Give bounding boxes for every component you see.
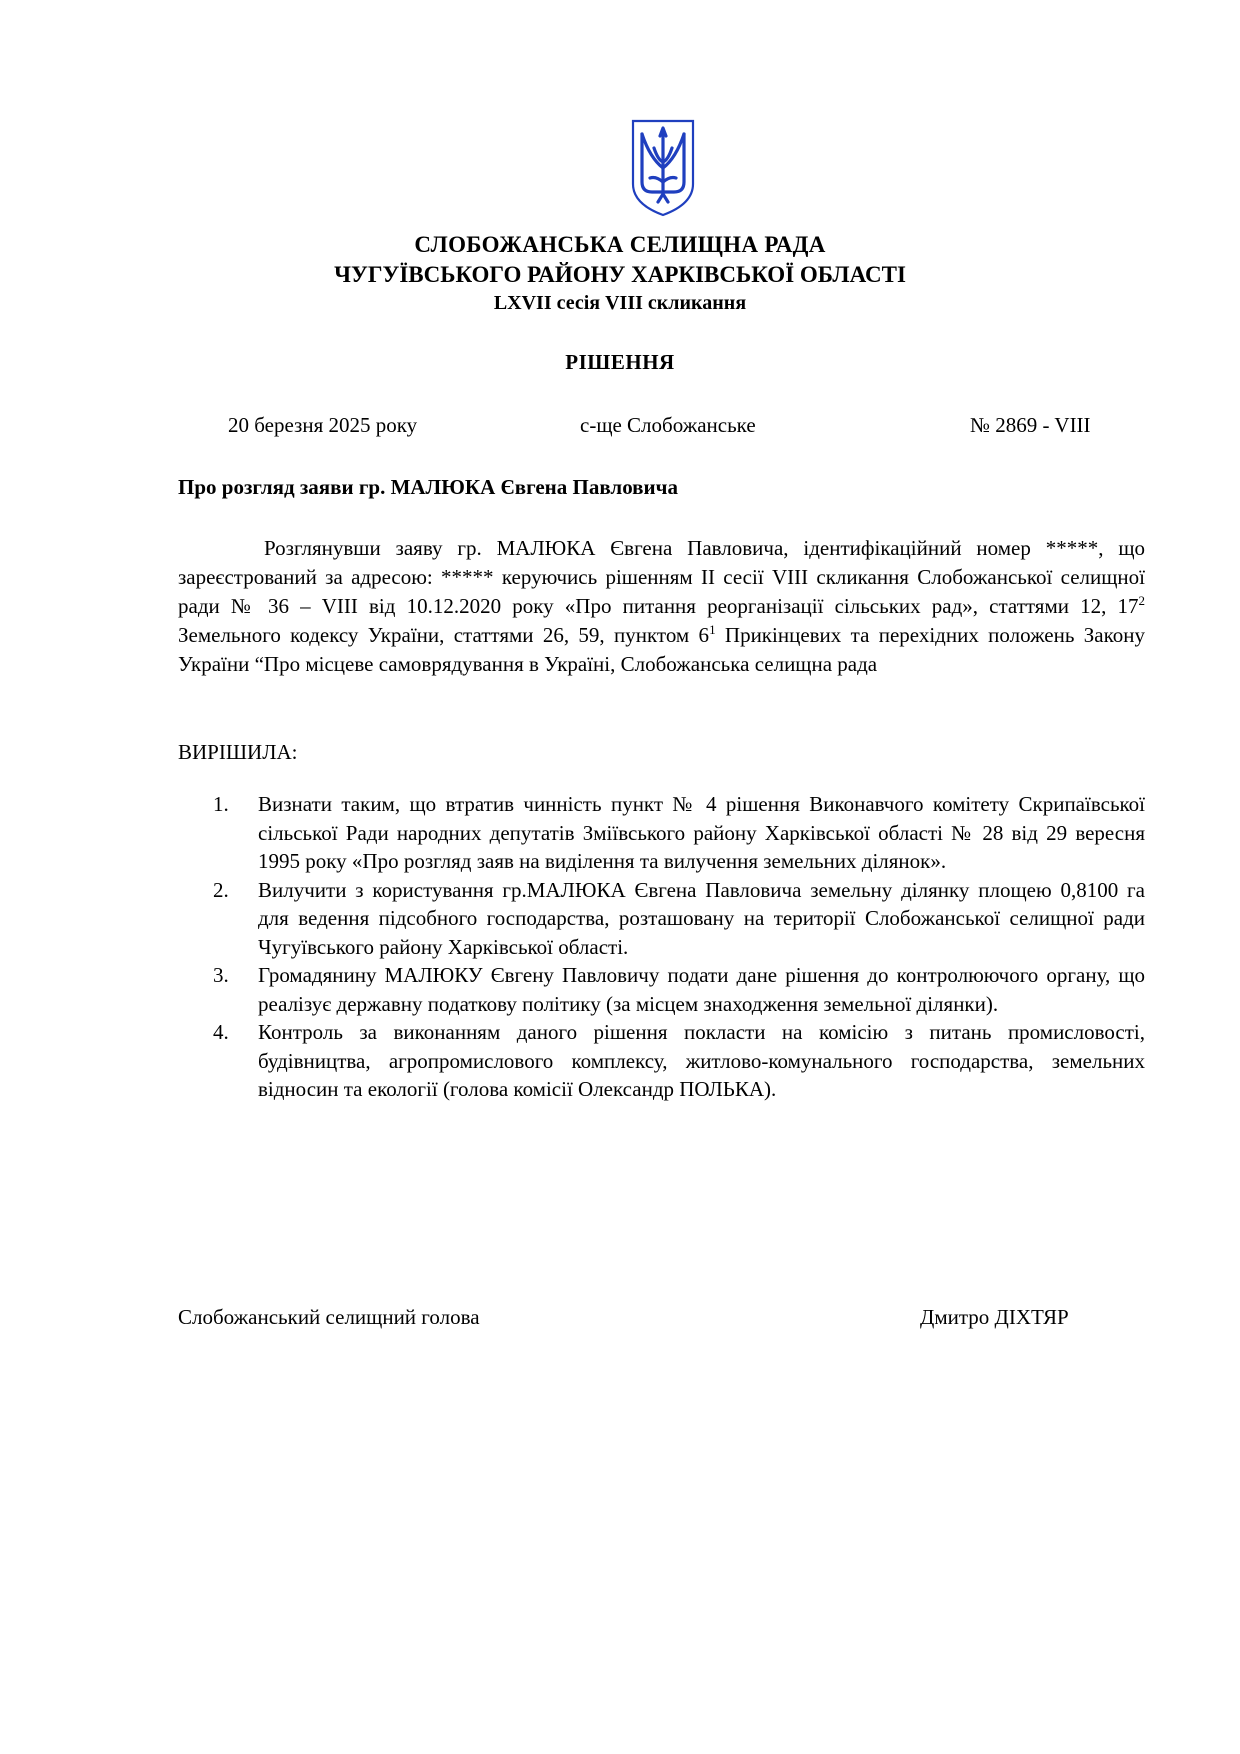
intro-text-part1: Розглянувши заяву гр. МАЛЮКА Євгена Павловича, ідентифікаційний номер *****, що зареєстрований за адресою: ***** керуючись рішенням ІІ сесії VIII скликання Слобожанської селищної ради № 36 – VIII від 10.12.2020 року «Про питання реорганізації сільських рад», статтями 12, 17 (178, 536, 1145, 618)
decision-number: № 2869 - VIII (970, 413, 1091, 437)
document-title: РІШЕННЯ (565, 350, 675, 374)
item-number: 4. (213, 1020, 229, 1044)
item-number: 1. (213, 792, 229, 816)
item-number: 2. (213, 877, 229, 902)
list-item (208, 1018, 1145, 1104)
ukraine-trident-emblem-icon (630, 118, 696, 218)
decision-date: 20 березня 2025 року (228, 413, 418, 437)
signatory-role: Слобожанський селищний голова (178, 1305, 480, 1329)
council-name: СЛОБОЖАНСЬКА СЕЛИЩНА РАДА (414, 232, 826, 257)
signatory-name: Дмитро ДІХТЯР (920, 1305, 1069, 1329)
session-info: LXVII сесія VIII скликання (493, 292, 747, 314)
intro-paragraph (178, 534, 1145, 679)
decision-place: с-ще Слобожанське (580, 413, 756, 437)
item-text: Визнати таким, що втратив чинність пункт № 4 рішення Виконавчого комітету Скрипаївської сільської Ради народних депутатів Зміївського району Харківської області № 28 від 29 вересня 1995 року «Про розгляд заяв на виділення та вилучення земельних ділянок». (258, 792, 1145, 873)
district-name: ЧУГУЇВСЬКОГО РАЙОНУ ХАРКІВСЬКОЇ ОБЛАСТІ (334, 262, 906, 287)
decided-label: ВИРІШИЛА: (178, 740, 298, 764)
intro-superscript-2: 1 (709, 622, 716, 637)
intro-superscript-1: 2 (1138, 593, 1145, 608)
decision-items (208, 790, 1145, 1104)
list-item (208, 790, 1145, 876)
decision-subject: Про розгляд заяви гр. МАЛЮКА Євгена Павловича (178, 475, 678, 499)
item-text: Громадянину МАЛЮКУ Євгену Павловичу подати дане рішення до контролюючого органу, що реалізує державну податкову політику (за місцем знаходження земельної ділянки). (258, 963, 1145, 1016)
item-text: Контроль за виконанням даного рішення покласти на комісію з питань промисловості, будівництва, агропромислового комплексу, житлово-комунального господарства, земельних відносин та екології (голова комісії Олександр ПОЛЬКА). (258, 1020, 1145, 1101)
list-item (208, 961, 1145, 1018)
item-text: Вилучити з користування гр.МАЛЮКА Євгена Павловича земельну ділянку площею 0,8100 га для ведення підсобного господарства, розташовану на території Слобожанської селищної ради Чугуївського району Харківської області. (258, 877, 1145, 959)
intro-text-part2: Земельного кодексу України, статтями 26, 59, пунктом 6 (178, 623, 710, 647)
item-number: 3. (213, 963, 229, 987)
list-item (208, 876, 1145, 962)
intro-text-part3: Прикінцевих та перехідних положень Закону України “Про місцеве самоврядування в Україні, Слобожанська селищна рада (178, 623, 1145, 676)
